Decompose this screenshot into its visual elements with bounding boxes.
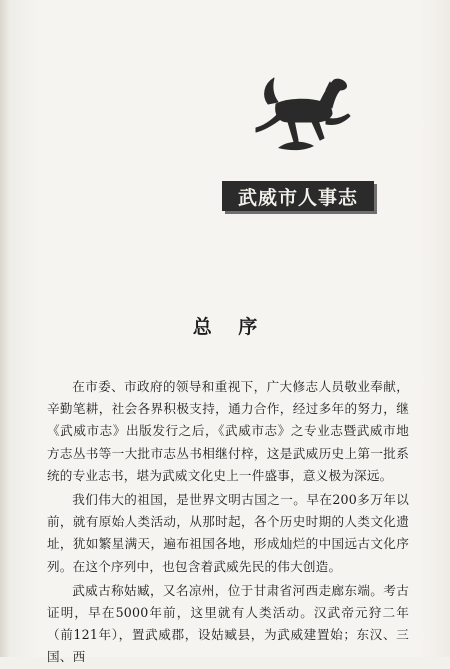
banner-title	[222, 181, 374, 211]
paragraph-1: 在市委、市政府的领导和重视下，广大修志人员敬业奉献，辛勤笔耕，社会各界积极支持，通力合作，经过多年的努力，继《武威市志》出版发行之后，《武威市志》之专业志暨武威市地方志丛书等一大批市志丛书相继付梓，这是武威历史上第一批系统的专业志书，堪为武威文化史上一件盛事，意义极为深远。	[47, 379, 409, 483]
paragraph-3: 武威古称姑臧，又名凉州，位于甘肃省河西走廊东端。考古证明，早在5000年前，这里就有人类活动。汉武帝元狩二年（前121年），置武威郡，设姑臧县，为武威建置始；东汉、三国、西	[47, 582, 409, 665]
banner-title-text: 武威市人事志	[237, 186, 358, 209]
body-text	[47, 376, 409, 669]
section-title: 总 序	[192, 316, 258, 338]
galloping-horse-icon	[248, 68, 358, 178]
paragraph-2: 我们伟大的祖国，是世界文明古国之一。早在200多万年以前，就有原始人类活动，从那时起，各个历史时期的人类文化遗址，犹如繁星满天，遍布祖国各地，形成灿烂的中国远古文化序列。在这个序列中，也包含着武威先民的伟大创造。	[47, 492, 409, 574]
